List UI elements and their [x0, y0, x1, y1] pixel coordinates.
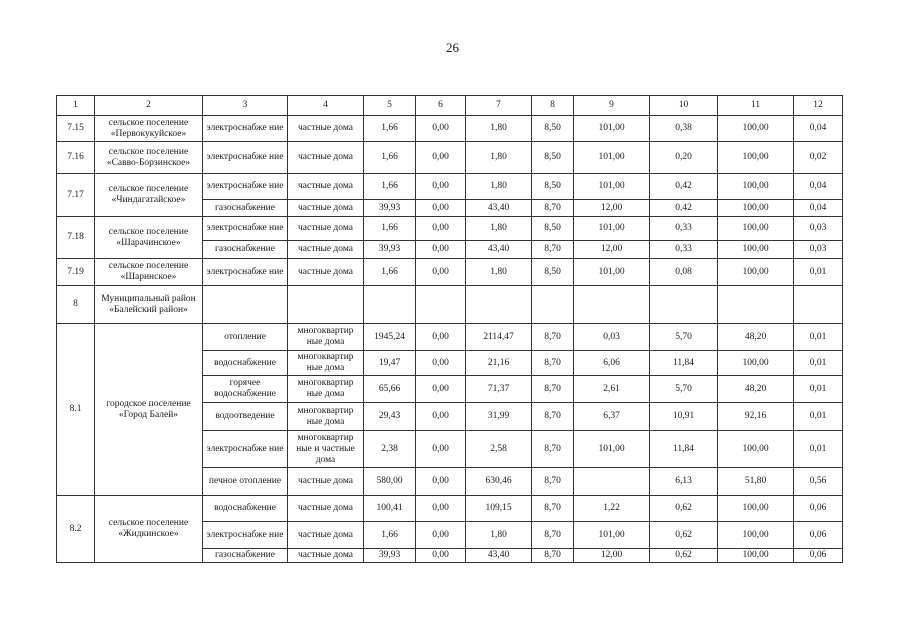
value-cell: 101,00 — [574, 431, 650, 468]
settlement-name: сельское поселение «Савво-Борзинское» — [95, 142, 203, 174]
value-cell: 8,50 — [532, 142, 574, 174]
consumer-type: частные дома — [288, 217, 364, 241]
value-cell: 1,22 — [574, 496, 650, 522]
value-cell: 12,00 — [574, 200, 650, 217]
resource-type: электроснабже ние — [203, 259, 288, 286]
value-cell: 2,58 — [466, 431, 532, 468]
value-cell: 0,06 — [794, 496, 843, 522]
value-cell: 0,00 — [416, 549, 466, 563]
value-cell: 0,08 — [650, 259, 718, 286]
value-cell: 1,80 — [466, 116, 532, 142]
resource-type: электроснабже ние — [203, 116, 288, 142]
value-cell: 0,00 — [416, 351, 466, 376]
value-cell: 0,03 — [794, 217, 843, 241]
consumer-type: многоквартир ные дома — [288, 403, 364, 431]
value-cell: 0,00 — [416, 241, 466, 259]
header-cell: 12 — [794, 96, 843, 116]
value-cell: 100,00 — [718, 241, 794, 259]
value-cell: 2,61 — [574, 376, 650, 403]
value-cell: 1,80 — [466, 142, 532, 174]
value-cell: 43,40 — [466, 549, 532, 563]
table-row — [57, 217, 843, 241]
value-cell: 39,93 — [364, 200, 416, 217]
page-number: 26 — [446, 40, 459, 55]
resource-type: газоснабжение — [203, 200, 288, 217]
value-cell: 8,70 — [532, 241, 574, 259]
value-cell: 71,37 — [466, 376, 532, 403]
value-cell: 1,66 — [364, 522, 416, 549]
value-cell: 10,91 — [650, 403, 718, 431]
header-cell: 6 — [416, 96, 466, 116]
value-cell: 0,00 — [416, 468, 466, 496]
value-cell: 19,47 — [364, 351, 416, 376]
resource-type: газоснабжение — [203, 549, 288, 563]
value-cell: 1,80 — [466, 174, 532, 200]
header-cell: 11 — [718, 96, 794, 116]
header-cell: 7 — [466, 96, 532, 116]
value-cell: 0,06 — [794, 549, 843, 563]
value-cell: 5,70 — [650, 376, 718, 403]
consumer-type: частные дома — [288, 549, 364, 563]
value-cell: 8,70 — [532, 200, 574, 217]
value-cell: 8,50 — [532, 217, 574, 241]
settlement-name: городское поселение «Город Балей» — [95, 324, 203, 496]
value-cell: 1,66 — [364, 259, 416, 286]
value-cell: 0,62 — [650, 496, 718, 522]
value-cell: 6,06 — [574, 351, 650, 376]
consumer-type: частные дома — [288, 241, 364, 259]
value-cell: 8,50 — [532, 116, 574, 142]
consumer-type: частные дома — [288, 200, 364, 217]
table-row — [57, 286, 843, 324]
value-cell: 8,70 — [532, 324, 574, 351]
value-cell: 0,00 — [416, 259, 466, 286]
value-cell: 100,00 — [718, 142, 794, 174]
value-cell: 92,16 — [718, 403, 794, 431]
header-cell: 2 — [95, 96, 203, 116]
table-row — [57, 324, 843, 351]
table-row — [57, 496, 843, 522]
value-cell: 0,01 — [794, 351, 843, 376]
value-cell: 31,99 — [466, 403, 532, 431]
value-cell: 100,00 — [718, 200, 794, 217]
value-cell: 101,00 — [574, 217, 650, 241]
settlement-name: сельское поселение «Первокукуйское» — [95, 116, 203, 142]
value-cell: 0,33 — [650, 217, 718, 241]
value-cell: 0,06 — [794, 522, 843, 549]
value-cell: 8,70 — [532, 496, 574, 522]
value-cell: 0,03 — [794, 241, 843, 259]
value-cell: 8,70 — [532, 522, 574, 549]
value-cell: 100,00 — [718, 259, 794, 286]
settlement-name: сельское поселение «Шарачинское» — [95, 217, 203, 259]
value-cell: 2,38 — [364, 431, 416, 468]
resource-type: электроснабже ние — [203, 217, 288, 241]
value-cell: 0,01 — [794, 376, 843, 403]
value-cell: 100,00 — [718, 351, 794, 376]
value-cell: 0,01 — [794, 403, 843, 431]
value-cell: 0,00 — [416, 200, 466, 217]
header-cell: 4 — [288, 96, 364, 116]
value-cell: 39,93 — [364, 549, 416, 563]
resource-type: электроснабже ние — [203, 431, 288, 468]
value-cell: 65,66 — [364, 376, 416, 403]
value-cell: 0,00 — [416, 431, 466, 468]
value-cell: 100,00 — [718, 174, 794, 200]
value-cell: 8,70 — [532, 468, 574, 496]
value-cell: 43,40 — [466, 241, 532, 259]
value-cell: 100,00 — [718, 116, 794, 142]
value-cell: 0,01 — [794, 324, 843, 351]
resource-type: электроснабже ние — [203, 142, 288, 174]
value-cell: 101,00 — [574, 174, 650, 200]
value-cell: 1945,24 — [364, 324, 416, 351]
value-cell: 0,62 — [650, 522, 718, 549]
resource-type: водоснабжение — [203, 496, 288, 522]
resource-type: электроснабже ние — [203, 174, 288, 200]
resource-type: горячее водоснабжение — [203, 376, 288, 403]
consumer-type: многоквартир ные дома — [288, 376, 364, 403]
table-row — [57, 116, 843, 142]
table-row — [57, 142, 843, 174]
value-cell: 1,66 — [364, 217, 416, 241]
value-cell: 100,00 — [718, 496, 794, 522]
consumer-type: многоквартир ные дома — [288, 351, 364, 376]
district-name: Муниципальный район «Балейский район» — [95, 286, 203, 324]
value-cell: 8,70 — [532, 351, 574, 376]
value-cell — [574, 468, 650, 496]
consumer-type: частные дома — [288, 496, 364, 522]
value-cell: 8,70 — [532, 376, 574, 403]
value-cell: 0,00 — [416, 522, 466, 549]
table-row — [57, 174, 843, 200]
value-cell: 0,03 — [574, 324, 650, 351]
value-cell: 12,00 — [574, 241, 650, 259]
value-cell: 0,00 — [416, 496, 466, 522]
value-cell: 0,04 — [794, 174, 843, 200]
value-cell: 5,70 — [650, 324, 718, 351]
resource-type: электроснабже ние — [203, 522, 288, 549]
consumer-type: многоквартир ные дома — [288, 324, 364, 351]
value-cell: 8,50 — [532, 174, 574, 200]
consumer-type: частные дома — [288, 116, 364, 142]
value-cell: 8,70 — [532, 431, 574, 468]
value-cell: 0,33 — [650, 241, 718, 259]
row-number: 8 — [57, 286, 95, 324]
value-cell: 0,00 — [416, 217, 466, 241]
consumer-type: частные дома — [288, 468, 364, 496]
consumer-type: многоквартир ные и частные дома — [288, 431, 364, 468]
value-cell: 0,00 — [416, 142, 466, 174]
value-cell: 48,20 — [718, 324, 794, 351]
value-cell: 0,00 — [416, 116, 466, 142]
value-cell: 101,00 — [574, 522, 650, 549]
row-number: 7.18 — [57, 217, 95, 259]
value-cell: 0,38 — [650, 116, 718, 142]
resource-type: печное отопление — [203, 468, 288, 496]
resource-type: водоснабжение — [203, 351, 288, 376]
header-cell: 5 — [364, 96, 416, 116]
consumer-type: частные дома — [288, 174, 364, 200]
table-row — [57, 259, 843, 286]
row-number: 7.17 — [57, 174, 95, 217]
value-cell: 48,20 — [718, 376, 794, 403]
value-cell: 580,00 — [364, 468, 416, 496]
settlement-name: сельское поселение «Чиндагатайское» — [95, 174, 203, 217]
value-cell: 21,16 — [466, 351, 532, 376]
value-cell: 51,80 — [718, 468, 794, 496]
value-cell: 0,20 — [650, 142, 718, 174]
row-number: 7.19 — [57, 259, 95, 286]
tariff-table — [56, 95, 843, 563]
value-cell: 0,04 — [794, 116, 843, 142]
value-cell: 8,70 — [532, 403, 574, 431]
value-cell: 100,41 — [364, 496, 416, 522]
value-cell: 43,40 — [466, 200, 532, 217]
header-cell: 3 — [203, 96, 288, 116]
settlement-name: сельское поселение «Шаринское» — [95, 259, 203, 286]
row-number: 8.1 — [57, 324, 95, 496]
value-cell: 11,84 — [650, 431, 718, 468]
value-cell: 29,43 — [364, 403, 416, 431]
resource-type: газоснабжение — [203, 241, 288, 259]
value-cell: 1,80 — [466, 259, 532, 286]
value-cell: 8,70 — [532, 549, 574, 563]
resource-type: водоотведение — [203, 403, 288, 431]
value-cell: 1,80 — [466, 217, 532, 241]
value-cell: 0,42 — [650, 200, 718, 217]
value-cell: 6,13 — [650, 468, 718, 496]
value-cell: 1,80 — [466, 522, 532, 549]
value-cell: 1,66 — [364, 174, 416, 200]
value-cell: 100,00 — [718, 217, 794, 241]
value-cell: 0,04 — [794, 200, 843, 217]
value-cell: 109,15 — [466, 496, 532, 522]
value-cell: 39,93 — [364, 241, 416, 259]
value-cell: 0,01 — [794, 431, 843, 468]
value-cell: 630,46 — [466, 468, 532, 496]
value-cell: 101,00 — [574, 142, 650, 174]
value-cell: 101,00 — [574, 259, 650, 286]
value-cell: 11,84 — [650, 351, 718, 376]
table-header-row — [57, 96, 843, 116]
value-cell: 101,00 — [574, 116, 650, 142]
row-number: 7.15 — [57, 116, 95, 142]
value-cell: 100,00 — [718, 431, 794, 468]
resource-type: отопление — [203, 324, 288, 351]
consumer-type: частные дома — [288, 142, 364, 174]
row-number: 8.2 — [57, 496, 95, 563]
value-cell: 100,00 — [718, 522, 794, 549]
value-cell: 0,56 — [794, 468, 843, 496]
consumer-type: частные дома — [288, 259, 364, 286]
value-cell: 0,00 — [416, 403, 466, 431]
value-cell: 2114,47 — [466, 324, 532, 351]
consumer-type: частные дома — [288, 522, 364, 549]
value-cell: 0,42 — [650, 174, 718, 200]
value-cell: 0,00 — [416, 174, 466, 200]
row-number: 7.16 — [57, 142, 95, 174]
value-cell: 0,00 — [416, 324, 466, 351]
header-cell: 1 — [57, 96, 95, 116]
header-cell: 10 — [650, 96, 718, 116]
value-cell: 8,50 — [532, 259, 574, 286]
header-cell: 9 — [574, 96, 650, 116]
value-cell: 1,66 — [364, 116, 416, 142]
value-cell: 0,00 — [416, 376, 466, 403]
value-cell: 12,00 — [574, 549, 650, 563]
value-cell: 6,37 — [574, 403, 650, 431]
value-cell: 0,62 — [650, 549, 718, 563]
value-cell: 100,00 — [718, 549, 794, 563]
value-cell: 1,66 — [364, 142, 416, 174]
header-cell: 8 — [532, 96, 574, 116]
value-cell: 0,02 — [794, 142, 843, 174]
value-cell: 0,01 — [794, 259, 843, 286]
settlement-name: сельское поселение «Жидкинское» — [95, 496, 203, 563]
